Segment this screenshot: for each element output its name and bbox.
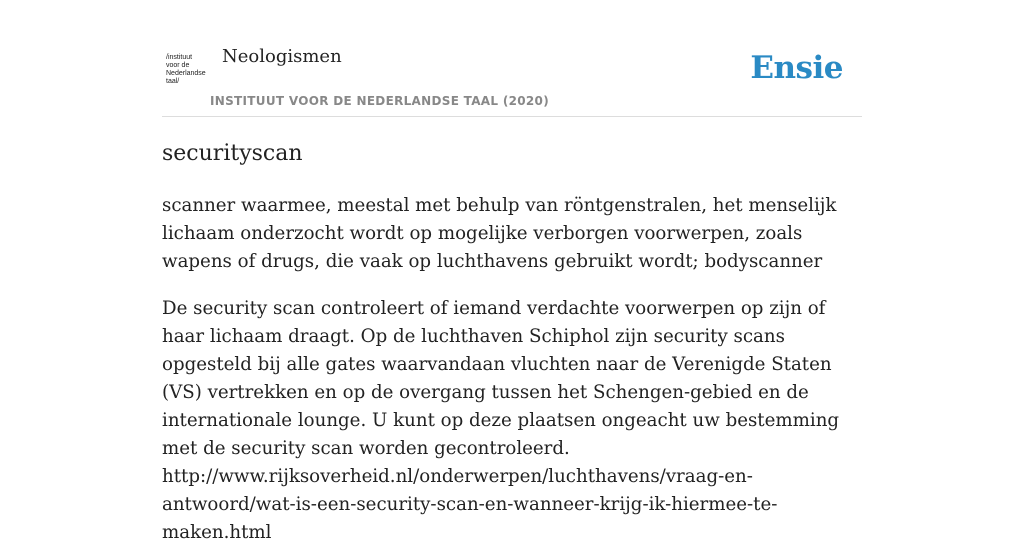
entry-definition: scanner waarmee, meestal met behulp van röntgenstralen, het menselijk lichaam onderzocht wordt op mogelijke verborgen voorwerpen, zoals wapens of drugs, die vaak op luchthavens gebruikt wordt; bodyscanner xyxy=(162,195,837,272)
ensie-logo[interactable]: Ensie xyxy=(750,50,843,86)
logo-line: Nederlandse xyxy=(166,70,206,77)
example-text: De security scan controleert of iemand verdachte voorwerpen op zijn of haar lichaam draagt. Op de luchthaven Schiphol zijn security scans opgesteld bij alle gates waarvandaan vluchten naar de Verenigde Staten (VS) vertrekken en op de overgang tussen het Schengen-gebied en de internationale lounge. U kunt op deze plaatsen ongeacht uw bestemming met de security scan worden gecontroleerd. xyxy=(162,298,840,459)
entry-example xyxy=(162,295,868,547)
logo-line: /instituut xyxy=(166,54,193,61)
example-source-url: http://www.rijksoverheid.nl/onderwerpen/luchthavens/vraag-en-antwoord/wat-is-een-security-scan-en-wanneer-krijg-ik-hiermee-te-maken.html xyxy=(162,466,778,543)
entry-term: securityscan xyxy=(162,141,303,166)
logo-line: taal/ xyxy=(166,78,180,85)
source-publisher: INSTITUUT VOOR DE NEDERLANDSE TAAL (2020) xyxy=(210,94,549,108)
logo-line: voor de xyxy=(166,62,190,69)
source-header xyxy=(162,0,862,117)
source-name[interactable]: Neologismen xyxy=(222,46,342,67)
ivdnt-logo xyxy=(166,54,210,90)
